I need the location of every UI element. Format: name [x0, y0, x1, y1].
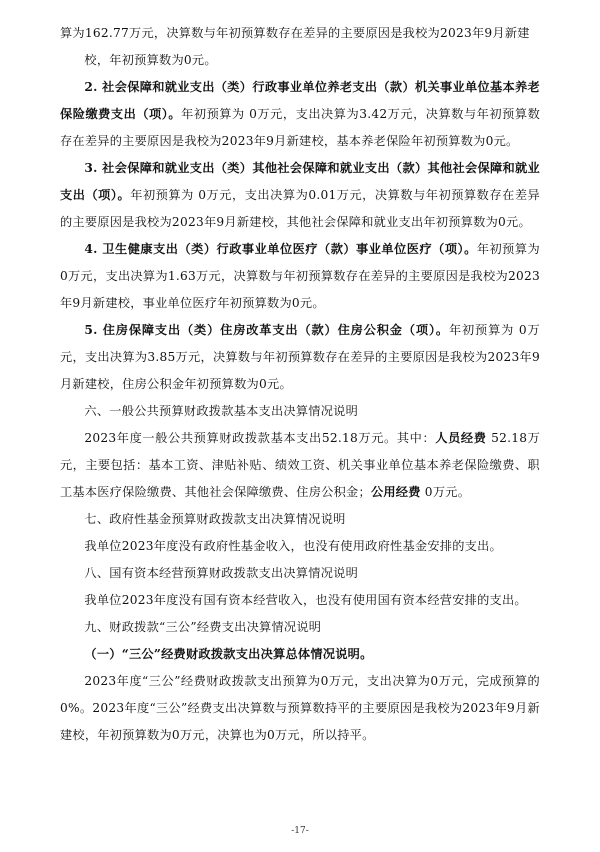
- paragraph-line: 算为162.77万元，决算数与年初预算数存在差异的主要原因是我校为2023年9月新建: [60, 26, 530, 40]
- page-number: -17-: [291, 826, 309, 836]
- paragraph-state-capital: 我单位2023年度没有国有资本经营收入，也没有使用国有资本经营安排的支出。: [84, 593, 527, 607]
- document-body: [60, 20, 540, 749]
- item-title: 2. 社会保障和就业支出（类）行政事业单位养老支出（款）机关事业单位基本养老保险缴费支出（项）。: [60, 80, 540, 121]
- item-title: 4. 卫生健康支出（类）行政事业单位医疗（款）事业单位医疗（项）。: [84, 242, 477, 256]
- paragraph-basic-expenditure: [60, 425, 540, 506]
- section-heading-8: 八、国有资本经营预算财政拨款支出决算情况说明: [84, 566, 359, 580]
- item-text: 年初预算为 0万元，支出决算为0.01万元，决算数与年初预算数存在差异的主要原因是我校为2023年9月新建校，其他社会保障和就业支出年初预算数为0元。: [60, 188, 540, 229]
- text-segment: 52.18万元，主要包括：基本工资、津贴补贴、绩效工资、机关事业单位基本养老保险缴费、职工基本医疗保险缴费、其他社会保障缴费、住房公积金；: [60, 431, 541, 499]
- subsection-heading-1: （一）“三公”经费财政拨款支出决算总体情况说明。: [84, 647, 373, 661]
- personnel-expense-label: 人员经费: [435, 431, 487, 445]
- paragraph-three-public-expenses: 2023年度“三公”经费财政拨款支出预算为0万元，支出决算为0万元，完成预算的0%。2023年度“三公”经费支出决算数与预算数持平的主要原因是我校为2023年9月新建校，年初预算数为0万元，决算也为0万元，所以持平。: [60, 674, 540, 742]
- text-segment: 0万元。: [420, 485, 471, 499]
- item-text: 年初预算为 0万元，支出决算为1.63万元，决算数与年初预算数存在差异的主要原因是我校为2023年9月新建校，事业单位医疗年初预算数为0元。: [60, 242, 540, 310]
- paragraph-continuation: [60, 20, 540, 74]
- paragraph-government-fund: 我单位2023年度没有政府性基金收入，也没有使用政府性基金安排的支出。: [84, 539, 502, 553]
- item-title: 3. 社会保障和就业支出（类）其他社会保障和就业支出（款）其他社会保障和就业支出（项）。: [60, 161, 540, 202]
- public-expense-label: 公用经费: [370, 485, 421, 499]
- text-segment: 2023年度一般公共预算财政拨款基本支出52.18万元。其中：: [84, 431, 436, 445]
- paragraph-item-4: [60, 236, 540, 317]
- section-heading-6: 六、一般公共预算财政拨款基本支出决算情况说明: [84, 404, 359, 418]
- paragraph-item-3: [60, 155, 540, 236]
- section-heading-9: 九、财政拨款“三公”经费支出决算情况说明: [84, 620, 322, 634]
- item-text: 年初预算为 0万元，支出决算为3.42万元，决算数与年初预算数存在差异的主要原因是我校为2023年9月新建校，基本养老保险年初预算数为0元。: [60, 107, 541, 148]
- paragraph-item-5: [60, 317, 540, 398]
- section-heading-7: 七、政府性基金预算财政拨款支出决算情况说明: [84, 512, 346, 526]
- paragraph-item-2: [60, 74, 540, 155]
- paragraph-line: 校，年初预算数为0元。: [84, 53, 217, 67]
- item-title: 5. 住房保障支出（类）住房改革支出（款）住房公积金（项）。: [84, 323, 449, 337]
- item-text: 年初预算为 0万元，支出决算为3.85万元，决算数与年初预算数存在差异的主要原因是我校为2023年9月新建校，住房公积金年初预算数为0元。: [60, 323, 540, 391]
